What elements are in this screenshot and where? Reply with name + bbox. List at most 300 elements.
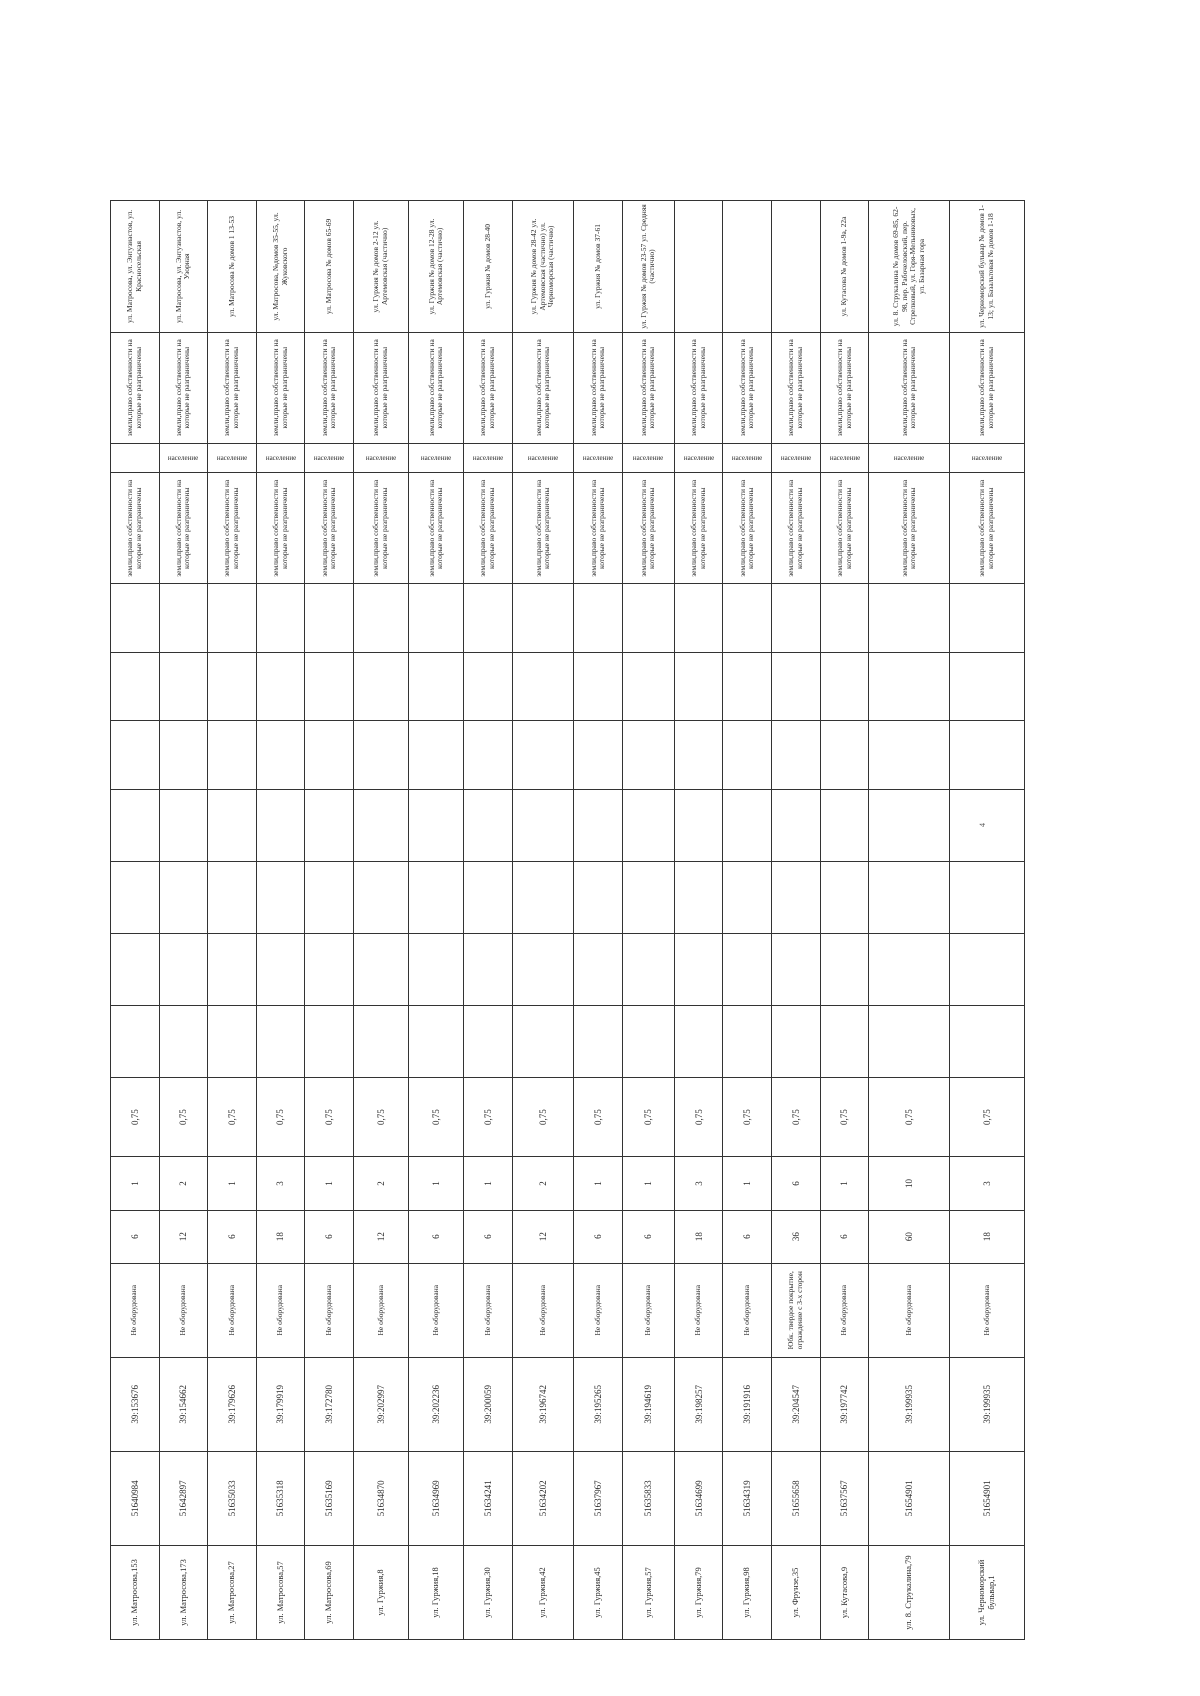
empty-cell: [574, 1005, 623, 1077]
land-status-cell: земли,право собственности на которые не разграничены: [111, 473, 160, 584]
served-area-cell: ул. 8. Струкалина № домов 69-85, 62-98, пер. Рабочеловский, пер. Стрелковый, ул. Горя-Мельниковых, ул. Базарная гора: [869, 201, 950, 333]
empty-cell: [256, 721, 305, 790]
container-units-cell: 1: [623, 1157, 675, 1210]
category-cell: [723, 443, 772, 473]
container-count-cell: 6: [208, 1210, 257, 1263]
empty-cell: [869, 933, 950, 1005]
container-count-cell: 6: [574, 1210, 623, 1263]
status-cell: Не оборудована: [464, 1263, 513, 1357]
category-cell: [208, 443, 257, 473]
registry-id-cell: 39:200059: [464, 1357, 513, 1451]
status-cell: Не оборудована: [674, 1263, 723, 1357]
empty-cell: [464, 721, 513, 790]
empty-cell: [256, 790, 305, 862]
empty-cell: [256, 933, 305, 1005]
empty-cell: [869, 584, 950, 653]
land-status-cell-2: земли,право собственности на которые не разграничены: [950, 332, 1025, 443]
empty-cell: [111, 652, 160, 721]
registry-id-cell: 39:191916: [723, 1357, 772, 1451]
empty-cell: [772, 721, 821, 790]
category-cell: [512, 443, 574, 473]
container-count-cell: 36: [772, 1210, 821, 1263]
category-cell-text: население: [314, 453, 345, 462]
volume-cell: 0,75: [409, 1077, 464, 1157]
code-cell: 51637967: [574, 1451, 623, 1545]
empty-cell: [723, 652, 772, 721]
land-status-cell-2: земли,право собственности на которые не разграничены: [305, 332, 354, 443]
code-cell: 51635833: [623, 1451, 675, 1545]
volume-cell: 0,75: [354, 1077, 409, 1157]
empty-cell: [820, 790, 869, 862]
category-cell: [772, 443, 821, 473]
empty-cell: [574, 652, 623, 721]
empty-cell: [354, 1005, 409, 1077]
registry-id-cell: 39:179626: [208, 1357, 257, 1451]
container-units-cell: 1: [305, 1157, 354, 1210]
empty-cell: [674, 584, 723, 653]
empty-cell: [623, 652, 675, 721]
land-status-cell-2: земли,право собственности на которые не разграничены: [512, 332, 574, 443]
empty-cell: [674, 933, 723, 1005]
empty-cell: [354, 652, 409, 721]
status-cell: Не оборудована: [208, 1263, 257, 1357]
address-cell: ул. Гуржия,30: [464, 1545, 513, 1639]
code-cell: 51634241: [464, 1451, 513, 1545]
empty-cell: [674, 861, 723, 933]
status-cell: Не оборудована: [409, 1263, 464, 1357]
table-row: [464, 201, 513, 1640]
empty-cell: [305, 933, 354, 1005]
empty-cell: [409, 933, 464, 1005]
volume-cell: 0,75: [464, 1077, 513, 1157]
served-area-cell: ул. Гуржия № домов 28-40: [464, 201, 513, 333]
volume-cell: 0,75: [820, 1077, 869, 1157]
container-count-cell: 6: [820, 1210, 869, 1263]
empty-cell: [869, 652, 950, 721]
category-cell-text: население: [365, 453, 397, 462]
empty-cell: [409, 721, 464, 790]
container-units-cell: 6: [772, 1157, 821, 1210]
empty-cell: [950, 933, 1025, 1005]
container-units-cell: 2: [354, 1157, 409, 1210]
empty-cell: [574, 861, 623, 933]
served-area-cell: ул. Гуржия № домов 2-12 ул. Артемовская (частично): [354, 201, 409, 333]
category-cell: [674, 443, 723, 473]
category-cell-text: население: [829, 453, 860, 462]
empty-cell: [208, 1005, 257, 1077]
empty-cell: [354, 790, 409, 862]
container-units-cell: 3: [674, 1157, 723, 1210]
land-status-cell: земли,право собственности на которые не разграничены: [512, 473, 574, 584]
category-cell: [305, 443, 354, 473]
table-row: [111, 201, 160, 1640]
table-row: [354, 201, 409, 1640]
address-cell: ул. Кутасова,9: [820, 1545, 869, 1639]
container-units-cell: 2: [512, 1157, 574, 1210]
table-row: [208, 201, 257, 1640]
address-cell: ул. Гуржия,79: [674, 1545, 723, 1639]
served-area-cell: [674, 201, 723, 333]
land-status-cell-2: земли,право собственности на которые не разграничены: [772, 332, 821, 443]
empty-cell: [950, 861, 1025, 933]
volume-cell: 0,75: [950, 1077, 1025, 1157]
container-count-cell: 6: [623, 1210, 675, 1263]
code-cell: 51634699: [674, 1451, 723, 1545]
empty-cell: [464, 790, 513, 862]
table-row: [623, 201, 675, 1640]
status-cell: Не оборудована: [159, 1263, 208, 1357]
empty-cell: [950, 1005, 1025, 1077]
empty-cell: [159, 721, 208, 790]
empty-cell: [950, 584, 1025, 653]
empty-cell: [111, 1005, 160, 1077]
volume-cell: 0,75: [623, 1077, 675, 1157]
address-cell: ул. Гуржия,98: [723, 1545, 772, 1639]
container-count-cell: 60: [869, 1210, 950, 1263]
empty-cell: [950, 790, 1025, 862]
category-cell: [111, 443, 160, 473]
category-cell: [159, 443, 208, 473]
empty-cell: [256, 584, 305, 653]
status-cell: Не оборудована: [354, 1263, 409, 1357]
code-cell: 51655658: [772, 1451, 821, 1545]
volume-cell: 0,75: [111, 1077, 160, 1157]
land-status-cell-2: земли,право собственности на которые не разграничены: [159, 332, 208, 443]
empty-cell: [159, 790, 208, 862]
land-status-cell: земли,право собственности на которые не разграничены: [305, 473, 354, 584]
land-status-cell: земли,право собственности на которые не разграничены: [674, 473, 723, 584]
registry-id-cell: 39:195265: [574, 1357, 623, 1451]
registry-id-cell: 39:199935: [950, 1357, 1025, 1451]
address-cell: ул. Черноморский бульвар,1: [950, 1545, 1025, 1639]
category-cell-text: население: [971, 453, 1003, 462]
container-count-cell: 18: [674, 1210, 723, 1263]
registry-id-cell: 39:196742: [512, 1357, 574, 1451]
empty-cell: [772, 861, 821, 933]
empty-cell: [159, 933, 208, 1005]
empty-cell: [464, 933, 513, 1005]
empty-cell: [820, 584, 869, 653]
table-row: [869, 201, 950, 1640]
category-cell-text: население: [527, 453, 559, 462]
table-row: [950, 201, 1025, 1640]
container-units-cell: 2: [159, 1157, 208, 1210]
served-area-cell: ул. Черноморский бульвар № домов 1-13; ул. Базальтовая № домов 1-18: [950, 201, 1025, 333]
served-area-cell: ул. Матросова № домов 65-69: [305, 201, 354, 333]
empty-cell: [820, 933, 869, 1005]
served-area-cell: [772, 201, 821, 333]
registry-id-cell: 39:202236: [409, 1357, 464, 1451]
container-count-cell: 6: [464, 1210, 513, 1263]
land-status-cell: земли,право собственности на которые не разграничены: [464, 473, 513, 584]
empty-cell: [869, 790, 950, 862]
empty-cell: [208, 790, 257, 862]
empty-cell: [208, 584, 257, 653]
status-cell: Не оборудована: [950, 1263, 1025, 1357]
empty-cell: [305, 721, 354, 790]
empty-cell: [820, 861, 869, 933]
empty-cell: [869, 861, 950, 933]
status-cell: Не оборудована: [305, 1263, 354, 1357]
land-status-cell: земли,право собственности на которые не разграничены: [950, 473, 1025, 584]
empty-cell: [723, 1005, 772, 1077]
status-cell: Не оборудована: [512, 1263, 574, 1357]
registry-id-cell: 39:153676: [111, 1357, 160, 1451]
empty-cell: [354, 721, 409, 790]
registry-id-cell: 39:172780: [305, 1357, 354, 1451]
container-units-cell: 3: [256, 1157, 305, 1210]
table-row: [772, 201, 821, 1640]
code-cell: 51642897: [159, 1451, 208, 1545]
category-cell-text: население: [683, 453, 714, 462]
served-area-cell: ул. Матросова, ул. Энтузиастов, ул. Красносельская: [111, 201, 160, 333]
empty-cell: [772, 790, 821, 862]
empty-cell: [256, 652, 305, 721]
address-cell: ул. Гуржия,42: [512, 1545, 574, 1639]
empty-cell: [111, 721, 160, 790]
table-row: [305, 201, 354, 1640]
empty-cell: [159, 1005, 208, 1077]
container-units-cell: 10: [869, 1157, 950, 1210]
volume-cell: 0,75: [208, 1077, 257, 1157]
status-cell: Не оборудована: [574, 1263, 623, 1357]
marker-text: 4: [978, 823, 987, 827]
empty-cell: [256, 1005, 305, 1077]
empty-cell: [623, 861, 675, 933]
land-status-cell: земли,право собственности на которые не разграничены: [208, 473, 257, 584]
empty-cell: [950, 721, 1025, 790]
land-status-cell-2: земли,право собственности на которые не разграничены: [820, 332, 869, 443]
empty-cell: [354, 584, 409, 653]
category-cell-text: население: [472, 453, 504, 462]
container-count-cell: 6: [305, 1210, 354, 1263]
empty-cell: [305, 861, 354, 933]
empty-cell: [305, 652, 354, 721]
empty-cell: [512, 652, 574, 721]
table-row: [512, 201, 574, 1640]
empty-cell: [208, 721, 257, 790]
container-count-cell: 6: [111, 1210, 160, 1263]
empty-cell: [674, 652, 723, 721]
category-cell-text: население: [265, 453, 296, 462]
status-cell: Не оборудована: [820, 1263, 869, 1357]
served-area-cell: ул. Кутасова № домов 1-9а, 22а: [820, 201, 869, 333]
empty-cell: [208, 861, 257, 933]
code-cell: 51634870: [354, 1451, 409, 1545]
volume-cell: 0,75: [574, 1077, 623, 1157]
registry-id-cell: 39:198257: [674, 1357, 723, 1451]
empty-cell: [354, 933, 409, 1005]
registry-id-cell: 39:204547: [772, 1357, 821, 1451]
empty-cell: [111, 861, 160, 933]
volume-cell: 0,75: [159, 1077, 208, 1157]
empty-cell: [464, 652, 513, 721]
container-units-cell: 1: [723, 1157, 772, 1210]
empty-cell: [409, 1005, 464, 1077]
land-status-cell-2: земли,право собственности на которые не разграничены: [409, 332, 464, 443]
land-status-cell-2: земли,право собственности на которые не разграничены: [623, 332, 675, 443]
empty-cell: [574, 933, 623, 1005]
empty-cell: [305, 584, 354, 653]
status-cell: Юбк. твердое покрытие, ограждение с 3-х сторон: [772, 1263, 821, 1357]
volume-cell: 0,75: [305, 1077, 354, 1157]
registry-id-cell: 39:154662: [159, 1357, 208, 1451]
status-cell: Не оборудована: [869, 1263, 950, 1357]
empty-cell: [409, 790, 464, 862]
category-cell-text: население: [583, 453, 614, 462]
served-area-cell: ул. Гуржия № домов 12-28 ул. Артемовская (частично): [409, 201, 464, 333]
empty-cell: [111, 933, 160, 1005]
empty-cell: [512, 861, 574, 933]
empty-cell: [772, 652, 821, 721]
container-units-cell: 1: [820, 1157, 869, 1210]
land-status-cell-2: земли,право собственности на которые не разграничены: [354, 332, 409, 443]
land-status-cell-2: земли,право собственности на которые не разграничены: [208, 332, 257, 443]
container-count-cell: 18: [950, 1210, 1025, 1263]
waste-sites-table: [110, 200, 1025, 1640]
address-cell: ул. Гуржия,57: [623, 1545, 675, 1639]
code-cell: 51634319: [723, 1451, 772, 1545]
address-cell: ул. Матросова,69: [305, 1545, 354, 1639]
land-status-cell: земли,право собственности на которые не разграничены: [772, 473, 821, 584]
empty-cell: [208, 652, 257, 721]
category-cell: [574, 443, 623, 473]
table-row: [820, 201, 869, 1640]
land-status-cell: земли,право собственности на которые не разграничены: [159, 473, 208, 584]
table-row: [159, 201, 208, 1640]
container-units-cell: 1: [409, 1157, 464, 1210]
empty-cell: [623, 790, 675, 862]
empty-cell: [512, 790, 574, 862]
empty-cell: [111, 790, 160, 862]
land-status-cell: земли,право собственности на которые не разграничены: [869, 473, 950, 584]
empty-cell: [354, 861, 409, 933]
status-cell: Не оборудована: [256, 1263, 305, 1357]
table-row: [574, 201, 623, 1640]
served-area-cell: ул. Матросова, ул. Энтузиастов, ул. Узорная: [159, 201, 208, 333]
code-cell: 51634202: [512, 1451, 574, 1545]
container-units-cell: 1: [464, 1157, 513, 1210]
land-status-cell: земли,право собственности на которые не разграничены: [256, 473, 305, 584]
land-status-cell: земли,право собственности на которые не разграничены: [574, 473, 623, 584]
empty-cell: [409, 652, 464, 721]
land-status-cell-2: земли,право собственности на которые не разграничены: [256, 332, 305, 443]
empty-cell: [464, 584, 513, 653]
category-cell-text: население: [633, 453, 664, 462]
served-area-cell: ул. Матросова, №домов 35-55, ул. Жуковского: [256, 201, 305, 333]
code-cell: 51635033: [208, 1451, 257, 1545]
empty-cell: [512, 584, 574, 653]
empty-cell: [574, 584, 623, 653]
address-cell: ул. Гуржия,8: [354, 1545, 409, 1639]
category-cell: [950, 443, 1025, 473]
empty-cell: [305, 1005, 354, 1077]
address-cell: ул. Гуржия,18: [409, 1545, 464, 1639]
land-status-cell-2: земли,право собственности на которые не разграничены: [869, 332, 950, 443]
volume-cell: 0,75: [723, 1077, 772, 1157]
category-cell: [623, 443, 675, 473]
container-units-cell: 1: [208, 1157, 257, 1210]
container-units-cell: 1: [111, 1157, 160, 1210]
empty-cell: [723, 790, 772, 862]
code-cell: 51634969: [409, 1451, 464, 1545]
registry-id-cell: 39:202997: [354, 1357, 409, 1451]
empty-cell: [820, 652, 869, 721]
empty-cell: [512, 721, 574, 790]
empty-cell: [159, 861, 208, 933]
category-cell-text: население: [780, 453, 812, 462]
served-area-cell: [723, 201, 772, 333]
category-cell-text: население: [216, 453, 248, 462]
empty-cell: [723, 721, 772, 790]
category-cell: [354, 443, 409, 473]
status-cell: Не оборудована: [111, 1263, 160, 1357]
table-row: [409, 201, 464, 1640]
served-area-cell: ул. Гуржия № домов 28-42 ул. Артемовская (частично) ул. Черноморская (частично): [512, 201, 574, 333]
empty-cell: [869, 721, 950, 790]
land-status-cell: земли,право собственности на которые не разграничены: [409, 473, 464, 584]
address-cell: ул. Матросова,173: [159, 1545, 208, 1639]
category-cell-text: население: [732, 453, 763, 462]
category-cell: [409, 443, 464, 473]
address-cell: ул. Фрунзе,35: [772, 1545, 821, 1639]
category-cell: [820, 443, 869, 473]
empty-cell: [772, 933, 821, 1005]
empty-cell: [409, 861, 464, 933]
table-row: [674, 201, 723, 1640]
volume-cell: 0,75: [674, 1077, 723, 1157]
container-count-cell: 18: [256, 1210, 305, 1263]
container-units-cell: 1: [574, 1157, 623, 1210]
land-status-cell-2: земли,право собственности на которые не разграничены: [674, 332, 723, 443]
category-cell-text: население: [894, 453, 925, 462]
registry-id-cell: 39:199935: [869, 1357, 950, 1451]
container-count-cell: 12: [354, 1210, 409, 1263]
empty-cell: [950, 652, 1025, 721]
registry-id-cell: 39:197742: [820, 1357, 869, 1451]
empty-cell: [574, 790, 623, 862]
served-area-cell: ул. Гуржия № домов 37-61: [574, 201, 623, 333]
volume-cell: 0,75: [772, 1077, 821, 1157]
address-cell: ул. Матросова,27: [208, 1545, 257, 1639]
container-count-cell: 12: [159, 1210, 208, 1263]
empty-cell: [409, 584, 464, 653]
category-cell-text: население: [168, 453, 199, 462]
category-cell: [464, 443, 513, 473]
land-status-cell-2: земли,право собственности на которые не разграничены: [723, 332, 772, 443]
empty-cell: [464, 861, 513, 933]
land-status-cell-2: земли,право собственности на которые не разграничены: [574, 332, 623, 443]
empty-cell: [674, 790, 723, 862]
volume-cell: 0,75: [512, 1077, 574, 1157]
registry-id-cell: 39:179919: [256, 1357, 305, 1451]
empty-cell: [305, 790, 354, 862]
land-status-cell: земли,право собственности на которые не разграничены: [820, 473, 869, 584]
registry-id-cell: 39:194619: [623, 1357, 675, 1451]
container-count-cell: 6: [723, 1210, 772, 1263]
category-cell: [869, 443, 950, 473]
land-status-cell: земли,право собственности на которые не разграничены: [723, 473, 772, 584]
empty-cell: [772, 584, 821, 653]
status-cell: Не оборудована: [623, 1263, 675, 1357]
address-cell: ул. Матросова,153: [111, 1545, 160, 1639]
empty-cell: [623, 933, 675, 1005]
served-area-cell: ул. Гуржия № домов 23-57 ул. Средняя (частично): [623, 201, 675, 333]
empty-cell: [723, 933, 772, 1005]
empty-cell: [820, 721, 869, 790]
address-cell: ул. 8. Струкалина,79: [869, 1545, 950, 1639]
address-cell: ул. Гуржия,45: [574, 1545, 623, 1639]
